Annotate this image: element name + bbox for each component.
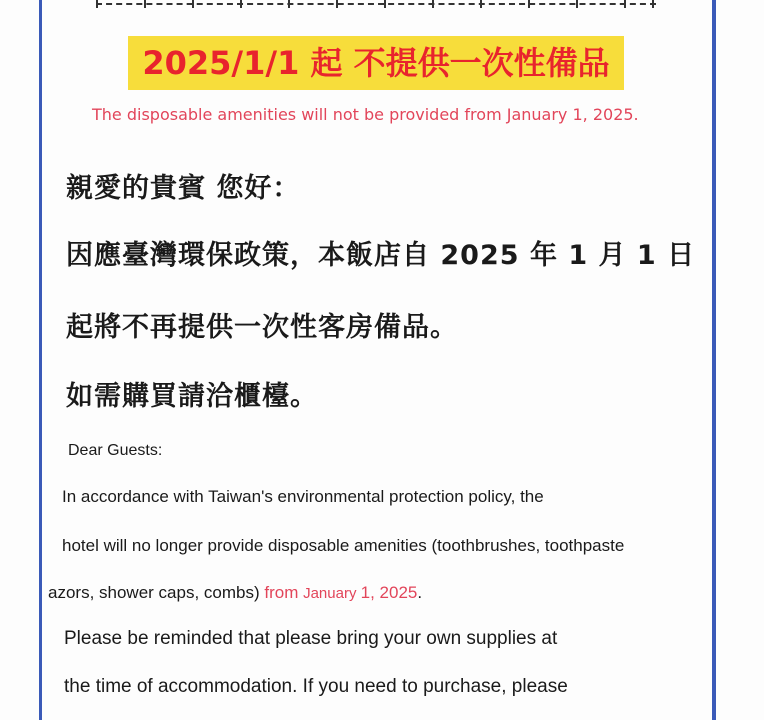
dash-tick <box>336 0 338 8</box>
en-line-2: hotel will no longer provide disposable amenities (toothbrushes, toothpaste <box>62 536 625 555</box>
en-line-5: the time of accommodation. If you need to purchase, please <box>64 676 568 697</box>
zh-line-policy: 因應臺灣環保政策，本飯店自 2025 年 1 月 1 日 <box>66 240 696 271</box>
dashed-line <box>96 3 656 5</box>
dash-tick <box>384 0 386 8</box>
dash-tick <box>240 0 242 8</box>
en-line-3 <box>48 583 422 603</box>
dash-tick <box>192 0 194 8</box>
dash-tick <box>528 0 530 8</box>
en-line-1: In accordance with Taiwan's environmental protection policy, the <box>62 487 544 506</box>
dash-tick <box>432 0 434 8</box>
left-border <box>39 0 42 720</box>
dash-tick <box>288 0 290 8</box>
zh-line-front-desk: 如需購買請洽櫃檯。 <box>66 381 318 412</box>
en-line-3-suffix: . <box>417 583 423 602</box>
dash-tick <box>576 0 578 8</box>
dash-tick <box>624 0 626 8</box>
zh-line-no-amenities: 起將不再提供一次性客房備品。 <box>66 312 458 343</box>
en-line-3-date: 1, 2025 <box>360 583 418 602</box>
dash-tick <box>480 0 482 8</box>
en-greeting: Dear Guests: <box>68 442 163 459</box>
en-line-3-from: from <box>264 583 304 602</box>
dashed-divider <box>96 0 656 10</box>
headline: 2025/1/1 起 不提供一次性備品 <box>142 44 610 82</box>
dash-tick <box>144 0 146 8</box>
right-border <box>712 0 716 720</box>
dash-tick <box>652 0 654 8</box>
en-line-3-month: January <box>303 585 361 602</box>
zh-greeting: 親愛的貴賓 您好： <box>66 173 301 204</box>
en-line-4: Please be reminded that please bring your own supplies at <box>64 628 558 649</box>
subheadline: The disposable amenities will not be provided from January 1, 2025. <box>92 105 639 124</box>
en-line-3-prefix: azors, shower caps, combs) <box>48 583 265 602</box>
dash-tick <box>96 0 98 8</box>
